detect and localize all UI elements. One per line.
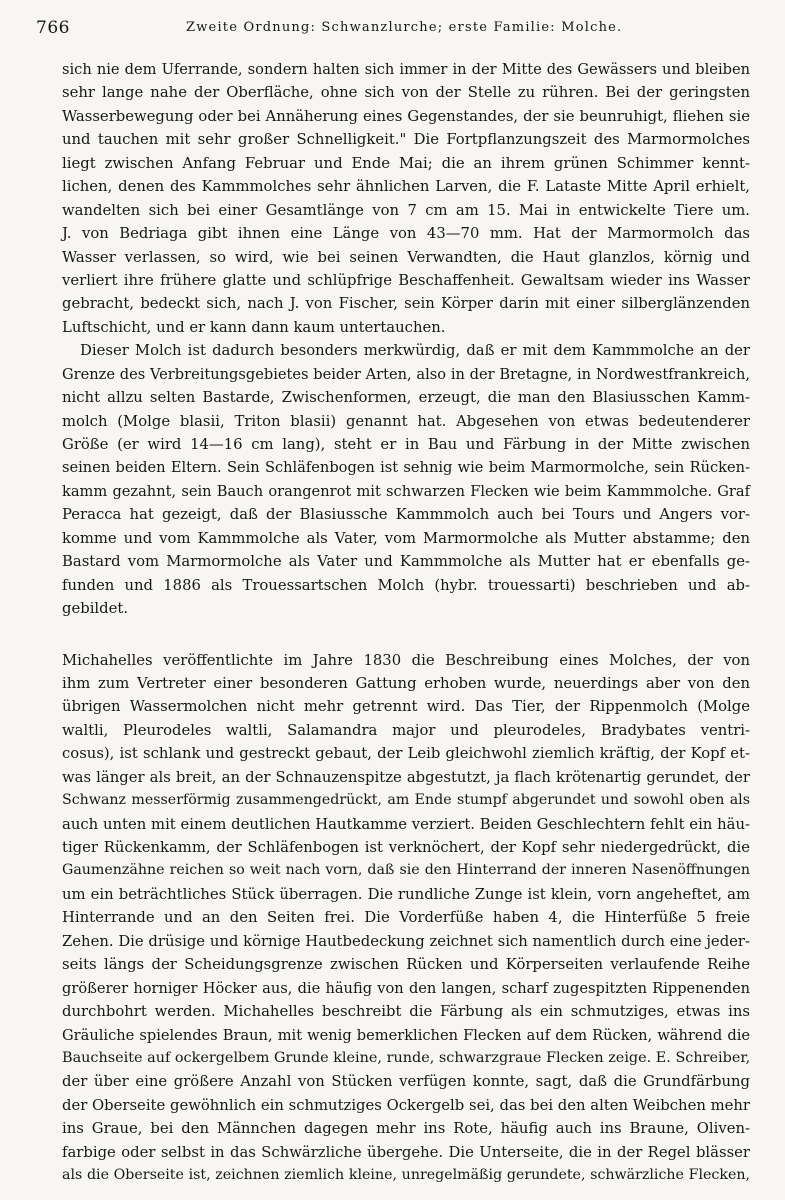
text-line: seits längs der Scheidungsgrenze zwischen Rücken und Körperseiten verlaufende Reihe [62,956,750,974]
text-line: waltli, Pleurodeles waltli, Salamandra major und pleurodeles, Bradybates ventri- [62,721,750,739]
text-line: größerer horniger Höcker aus, die häufig von den langen, scharf zugespitzten Rippenenden [62,979,750,997]
text-line: Zehen. Die drüsige und körnige Hautbedeckung zeichnet sich namentlich durch eine jeder- [62,932,750,950]
text-line: Größe (er wird 14—16 cm lang), steht er in Bau und Färbung in der Mitte zwischen [62,436,750,453]
text-line: Hinterrande und an den Seiten frei. Die Vorderfüße haben 4, die Hinterfüße 5 freie [62,909,750,927]
text-line: J. von Bedriaga gibt ihnen eine Länge von 43—70 mm. Hat der Marmormolch das [62,225,750,243]
page-number: 766 [36,18,70,38]
text-line: komme und vom Kammmolche als Vater, vom Marmormolche als Mutter abstamme; den [62,529,750,547]
text-line: um ein beträchtliches Stück überragen. Die rundliche Zunge ist klein, vorn angeheftet, am [62,885,750,903]
text-line: sehr lange nahe der Oberfläche, ohne sich von der Stelle zu rühren. Bei der geringsten [62,84,750,102]
text-line: tiger Rückenkamm, der Schläfenbogen ist verknöchert, der Kopf sehr niedergedrückt, die [62,839,750,856]
paragraph-marmormolch-larvae [62,58,750,339]
paragraph-hybrids [62,339,750,620]
text-line: Schwanz messerförmig zusammengedrückt, am Ende stumpf abgerundet und sowohl oben als [62,792,750,809]
text-line: durchbohrt werden. Michahelles beschreibt die Färbung als ein schmutziges, etwas ins [62,1003,750,1021]
text-line: farbige oder selbst in das Schwärzliche übergehe. Die Unterseite, die in der Regel blässer [62,1143,750,1161]
text-line: was länger als breit, an der Schnauzenspitze abgestutzt, ja flach krötenartig gerundet, der [62,768,750,786]
text-line: Grenze des Verbreitungsgebietes beider Arten, also in der Bretagne, in Nordwestfrankreich, [62,365,750,383]
text-line: Peracca hat gezeigt, daß der Blasiussche Kammmolch auch bei Tours und Angers vor- [62,506,750,524]
text-line: cosus), ist schlank und gestreckt gebaut, der Leib gleichwohl ziemlich kräftig, der Kopf et- [62,745,750,763]
text-line: funden und 1886 als Trouessartschen Molch (hybr. trouessarti) beschrieben und ab- [62,576,750,594]
text-line: übrigen Wassermolchen nicht mehr getrennt wird. Das Tier, der Rippenmolch (Molge [62,698,750,716]
page-header [36,18,749,44]
text-line: Luftschicht, und er kann dann kaum untertauchen. [62,318,446,336]
text-line: molch (Molge blasii, Triton blasii) genannt hat. Abgesehen von etwas bedeutenderer [62,412,750,430]
text-line: ins Graue, bei den Männchen dagegen mehr ins Rote, häufig auch ins Braune, Oliven- [62,1120,750,1138]
text-line: sich nie dem Uferrande, sondern halten sich immer in der Mitte des Gewässers und bleiben [62,61,750,78]
text-line: nicht allzu selten Bastarde, Zwischenformen, erzeugt, die man den Blasiusschen Kamm- [62,389,750,407]
page-body [62,58,750,1188]
paragraph-rippenmolch [62,649,750,1188]
text-line: Wasser verlassen, so wird, wie bei seinen Verwandten, die Haut glanzlos, körnig und [62,248,750,266]
text-line: der über eine größere Anzahl von Stücken verfügen konnte, sagt, daß die Grundfärbung [62,1073,750,1091]
text-line: lichen, denen des Kammmolches sehr ähnlichen Larven, die F. Lataste Mitte April erhielt, [62,178,750,196]
text-line: als die Oberseite ist, zeichnen ziemlich kleine, unregelmäßig gerundete, schwärzliche Flecken, [62,1167,750,1184]
text-line: der Oberseite gewöhnlich ein schmutziges Ockergelb sei, das bei den alten Weibchen mehr [62,1096,750,1114]
text-line: gebracht, bedeckt sich, nach J. von Fischer, sein Körper darin mit einer silberglänzenden [62,295,750,313]
text-line: Bauchseite auf ockergelbem Grunde kleine, runde, schwarzgraue Flecken zeige. E. Schreiber, [62,1049,751,1066]
text-line: Bastard vom Marmormolche als Vater und Kammmolche als Mutter hat er ebenfalls ge- [62,553,750,571]
text-line: ihm zum Vertreter einer besonderen Gattung erhoben wurde, neuerdings aber von den [62,674,750,692]
text-line: Gaumenzähne reichen so weit nach vorn, daß sie den Hinterrand der inneren Nasenöffnungen [62,862,750,879]
text-line: Dieser Molch ist dadurch besonders merkwürdig, daß er mit dem Kammmolche an der [80,342,750,360]
text-line: kamm gezahnt, sein Bauch orangenrot mit schwarzen Flecken wie beim Kammmolche. Graf [62,482,750,500]
text-line: liegt zwischen Anfang Februar und Ende Mai; die an ihrem grünen Schimmer kennt- [62,154,750,172]
text-line: gebildet. [62,600,129,618]
text-line: auch unten mit einem deutlichen Hautkamme verziert. Beiden Geschlechtern fehlt ein häu- [62,815,750,833]
text-line: und tauchen mit sehr großer Schnelligkeit." Die Fortpflanzungszeit des Marmormolches [62,131,750,149]
running-title: Zweite Ordnung: Schwanzlurche; erste Familie: Molche. [186,20,623,35]
text-line: Michahelles veröffentlichte im Jahre 1830 die Beschreibung eines Molches, der von [62,651,750,669]
text-line: wandelten sich bei einer Gesamtlänge von 7 cm am 15. Mai in entwickelte Tiere um. [62,201,750,219]
section-gap [62,621,750,649]
text-line: verliert ihre frühere glatte und schlüpfrige Beschaffenheit. Gewaltsam wieder ins Wasser [62,271,750,289]
text-line: seinen beiden Eltern. Sein Schläfenbogen ist sehnig wie beim Marmormolche, sein Rücken- [62,459,750,477]
text-line: Wasserbewegung oder bei Annäherung eines Gegenstandes, der sie beunruhigt, fliehen sie [62,107,750,125]
text-line: Gräuliche spielendes Braun, mit wenig bemerklichen Flecken auf dem Rücken, während die [62,1026,750,1044]
